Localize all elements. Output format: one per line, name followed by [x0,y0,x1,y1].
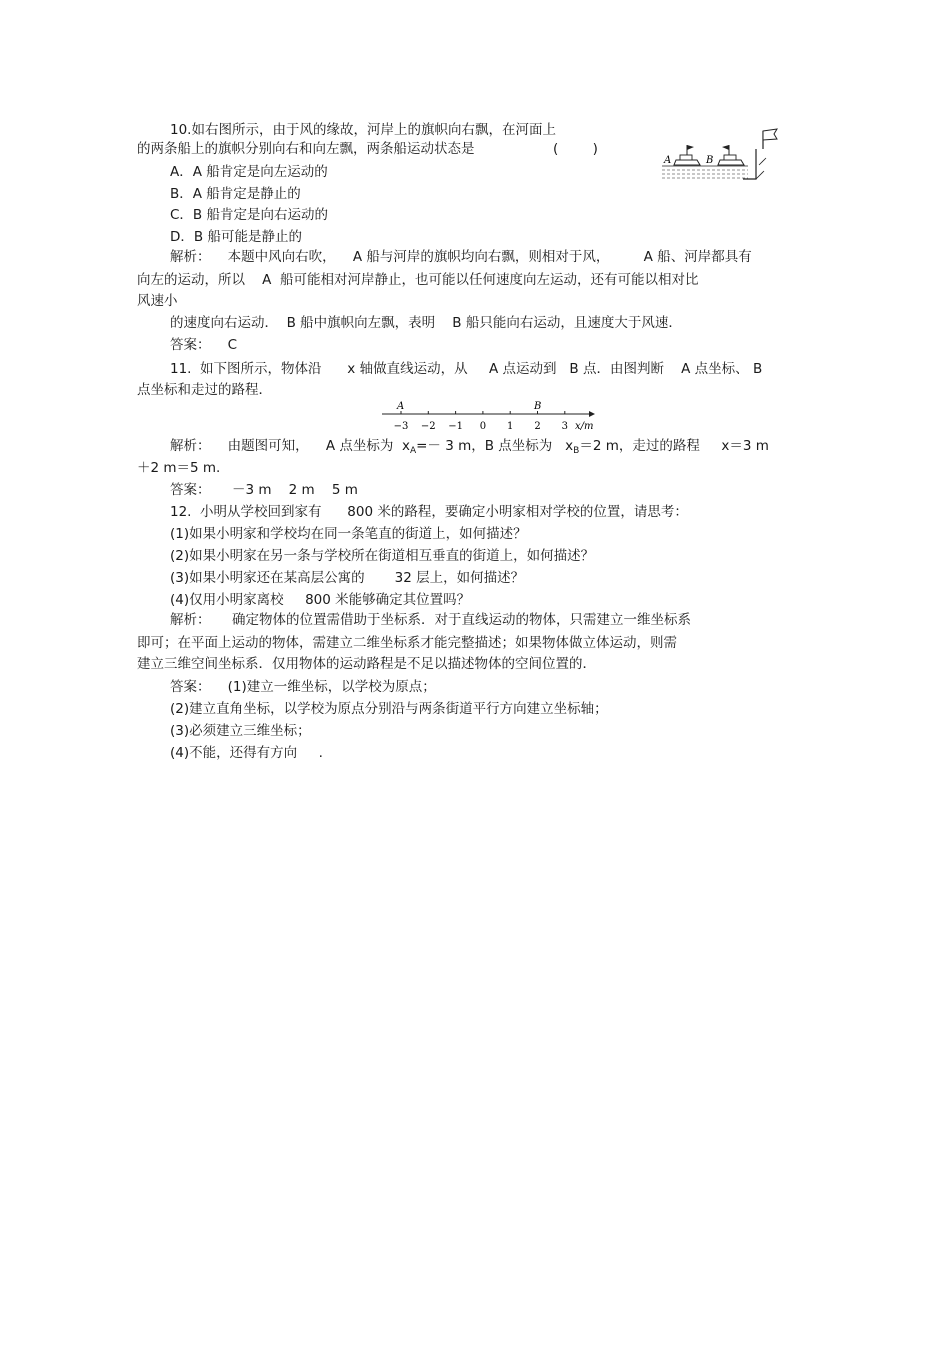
q11-exp-part2: =－ 3 m，B 点坐标为 x [416,438,574,454]
point-b-label: B [534,401,542,412]
axis-tick-label: −3 [393,421,409,432]
q11-answer: 答案： －3 m 2 m 5 m [170,482,358,498]
q12-answer-line1: 答案： (1)建立一维坐标，以学校为原点； [170,679,436,695]
q10-stem-line1: 10.如右图所示，由于风的缘故，河岸上的旗帜向右飘，在河面上 [170,122,556,138]
q11-exp-part3: ＝2 m，走过的路程 x＝3 m [579,438,769,454]
q12-sub-question-4: (4)仅用小明家离校 800 米能够确定其位置吗？ [170,592,471,608]
axis-tick-label: 1 [507,421,514,432]
x-axis-arrow-icon [589,411,595,417]
axis-tick-label: 3 [561,421,568,432]
x-axis-unit-label: x/m [575,421,594,432]
q11-stem-line1: 11. 如下图所示，物体沿 x 轴做直线运动，从 A 点运动到 B 点．由图判断 A 点坐标、 B [170,361,763,377]
q10-answer: 答案： C [170,337,238,353]
q12-explanation-line2: 即可；在平面上运动的物体，需建立二维坐标系才能完整描述；如果物体做立体运动，则需 [137,635,677,651]
axis-tick-label: 2 [534,421,541,432]
q10-option-d: D．B 船可能是静止的 [170,229,302,245]
q11-sub-b: B [573,446,580,456]
q12-explanation-line3: 建立三维空间坐标系．仅用物体的运动路程是不足以描述物体的空间位置的． [137,656,596,672]
q12-answer-line4: (4)不能，还得有方向 . [170,745,323,761]
q10-explanation-line2: 向左的运动，所以 A 船可能相对河岸静止，也可能以任何速度向左运动，还有可能以相对比 [137,272,699,288]
axis-tick-label: −1 [448,421,463,432]
q10-stem-line2: 的两条船上的旗帜分别向右和向左飘，两条船运动状态是 [137,141,475,157]
boat-a-flag-icon [687,145,694,150]
q12-sub-question-3: (3)如果小明家还在某高层公寓的 32 层上，如何描述？ [170,570,525,586]
q12-sub-question-2: (2)如果小明家在另一条与学校所在街道相互垂直的街道上，如何描述？ [170,548,595,564]
q10-explanation-line1: 解析： 本题中风向右吹， A 船与河岸的旗帜均向右飘，则相对于风， A 船、河岸都具有 [170,249,752,265]
q12-answer-line2: (2)建立直角坐标，以学校为原点分别沿与两条街道平行方向建立坐标轴； [170,701,608,717]
q10-answer-paren: ( ) [553,141,598,157]
q10-explanation-line4: 的速度向右运动． B 船中旗帜向左飘，表明 B 船只能向右运动，且速度大于风速． [170,315,682,331]
boats-river-figure [660,125,785,185]
q10-option-b: B．A 船肯定是静止的 [170,186,301,202]
boat-b-label: B [706,155,714,166]
q12-sub-question-1: (1)如果小明家和学校均在同一条笔直的街道上，如何描述？ [170,526,527,542]
q11-exp-part1: 解析： 由题图可知， A 点坐标为 x [170,438,410,454]
q12-answer-line3: (3)必须建立三维坐标； [170,723,311,739]
point-a-label: A [397,401,405,412]
boat-b-icon [718,160,744,165]
q12-explanation-line1: 解析： 确定物体的位置需借助于坐标系．对于直线运动的物体，只需建立一维坐标系 [170,612,691,628]
bank-flag-icon [763,129,777,140]
q11-explanation-line1 [170,437,769,460]
axis-tick-label: 0 [479,421,487,432]
boat-a-label: A [664,155,672,166]
q10-option-a: A．A 船肯定是向左运动的 [170,164,328,180]
boat-b-flag-icon [722,145,729,150]
q11-explanation-line2: ＋2 m＝5 m. [137,460,221,476]
q11-stem-line2: 点坐标和走过的路程． [137,382,272,398]
q10-option-c: C．B 船肯定是向右运动的 [170,207,328,223]
q11-sub-a: A [409,446,417,456]
q12-stem: 12. 小明从学校回到家有 800 米的路程，要确定小明家相对学校的位置，请思考： [170,504,688,520]
q10-explanation-line3: 风速小 [137,293,178,309]
boat-a-icon [674,160,700,165]
axis-tick-label: −2 [420,421,436,432]
number-line-figure [376,398,602,432]
